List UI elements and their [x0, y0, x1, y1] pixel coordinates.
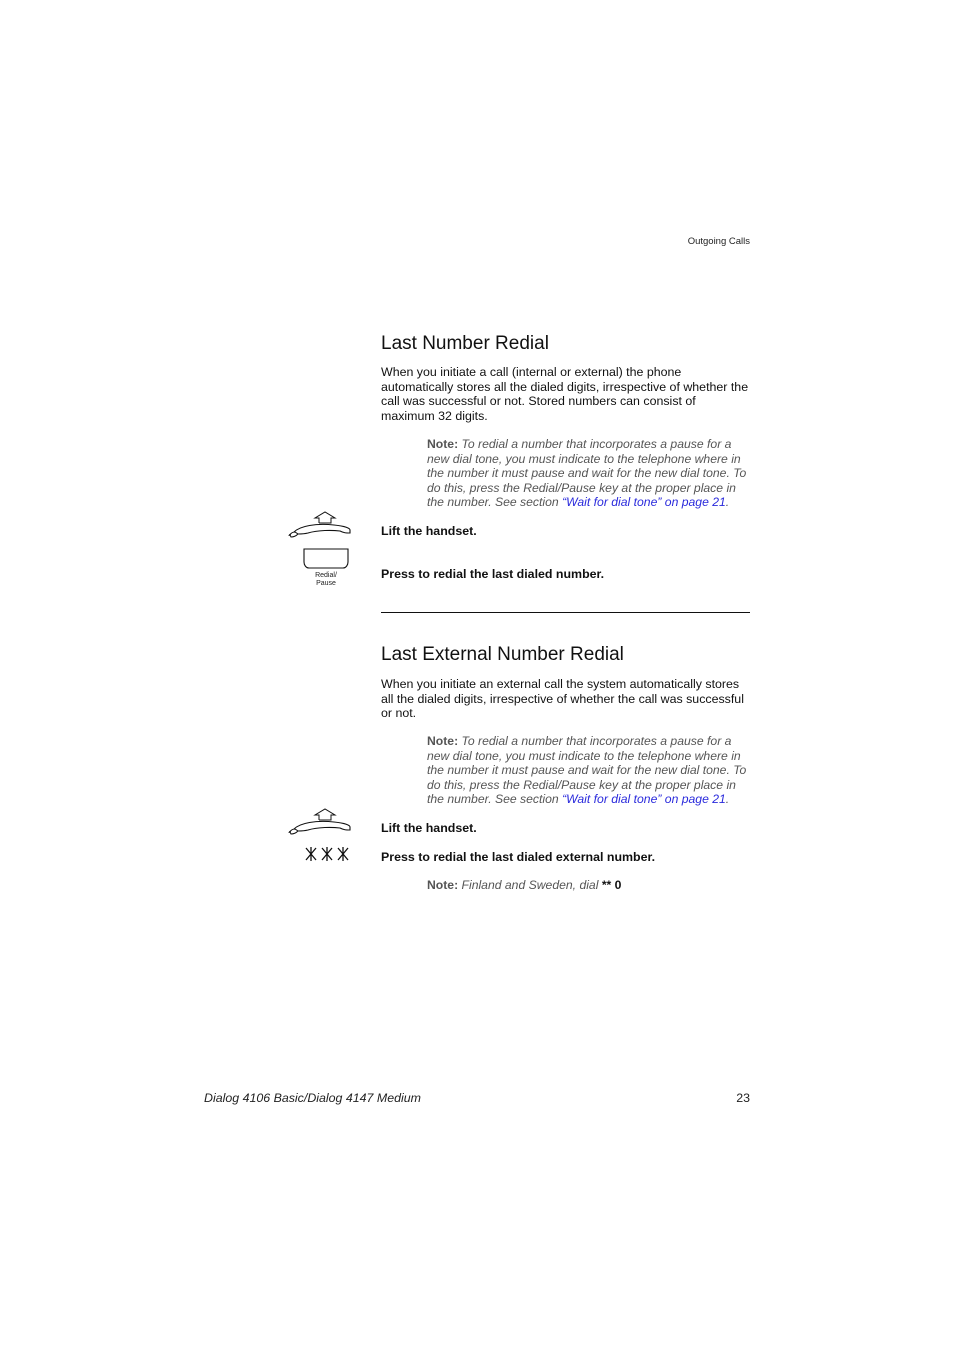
note-end: . — [725, 792, 730, 807]
note-end: . — [725, 495, 730, 510]
lift-handset-icon — [288, 808, 352, 841]
section1-step-redial: Press to redial the last dialed number. — [381, 567, 605, 581]
note-text: To redial a number that incorporates a pause for a new dial tone, you must indicate to the telephone where in the number it must pause and wait for the new dial tone. To do this, press the Redial/Pause key at the proper place in the number. See section — [427, 734, 747, 807]
note-label: Note: — [427, 734, 459, 748]
section1-body: When you initiate a call (internal or external) the phone automatically stores all the dialed digits, irrespective of whether the call was successful or not. Stored numbers can consist of maximum 32 digits. — [381, 365, 749, 423]
redial-pause-key-icon — [303, 548, 349, 575]
redial-key-label-line2: Pause — [316, 580, 336, 587]
note-text: To redial a number that incorporates a pause for a new dial tone, you must indicate to the telephone where in the number it must pause and wait for the new dial tone. To do this, press the Redial/Pause key at the proper place in the number. See section — [427, 437, 747, 510]
note-text: Finland and Sweden, dial — [461, 878, 599, 892]
section-divider — [381, 612, 750, 613]
running-header: Outgoing Calls — [687, 236, 750, 247]
wait-for-dial-tone-link[interactable]: “Wait for dial tone” on page 21 — [562, 495, 726, 510]
star-keys-icon — [305, 846, 351, 867]
section2-note — [427, 734, 751, 807]
section-title-last-external-number-redial: Last External Number Redial — [381, 644, 624, 665]
section1-note — [427, 437, 751, 510]
section2-note-finland — [427, 878, 751, 893]
section-title-last-number-redial: Last Number Redial — [381, 333, 549, 354]
note-label: Note: — [427, 437, 459, 451]
redial-key-label-line1: Redial/ — [315, 572, 337, 579]
lift-handset-icon — [288, 511, 352, 544]
footer-product: Dialog 4106 Basic/Dialog 4147 Medium — [204, 1091, 421, 1105]
page-number: 23 — [736, 1091, 750, 1105]
dial-code: ** 0 — [601, 878, 622, 892]
section2-body: When you initiate an external call the system automatically stores all the dialed digits, irrespective of whether the call was successful or not. — [381, 677, 744, 721]
wait-for-dial-tone-link[interactable]: “Wait for dial tone” on page 21 — [562, 792, 726, 807]
section1-step-lift: Lift the handset. — [381, 524, 477, 538]
note-label: Note: — [427, 878, 459, 892]
section2-step-lift: Lift the handset. — [381, 821, 477, 835]
section2-step-redial: Press to redial the last dialed external number. — [381, 850, 656, 864]
redial-key-label — [306, 572, 346, 588]
